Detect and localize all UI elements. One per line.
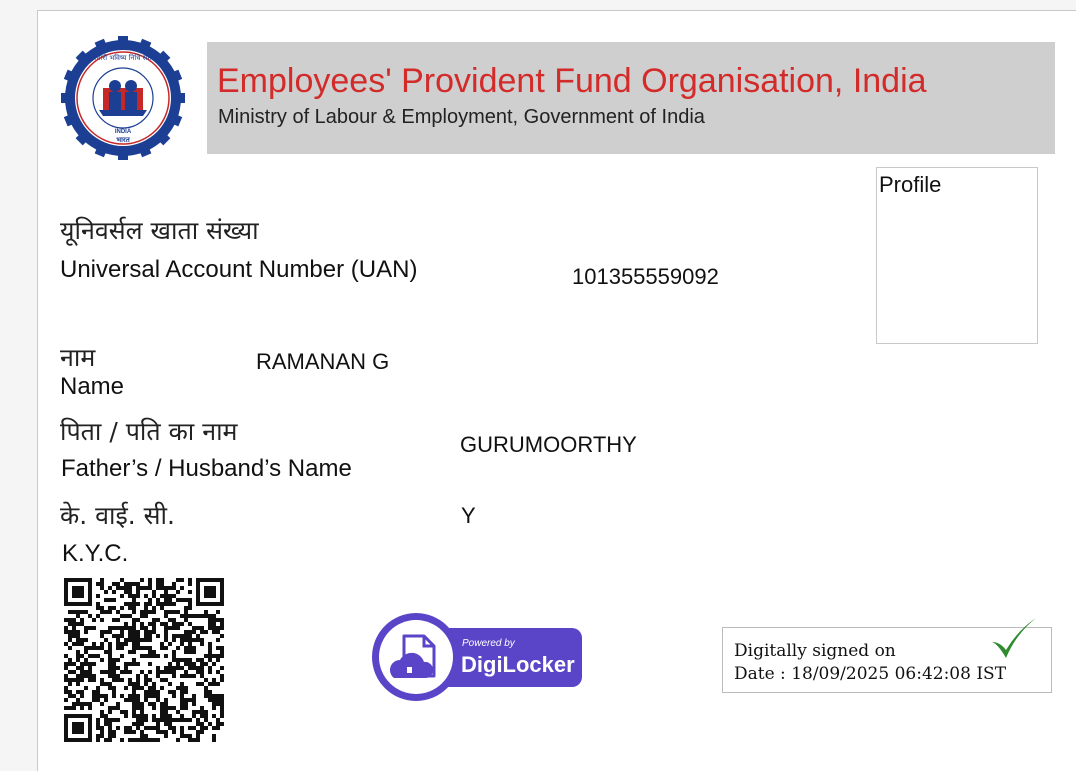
father-label-hindi: पिता / पति का नाम <box>60 417 238 446</box>
logo-country-en: INDIA <box>114 129 132 135</box>
qr-code-icon <box>64 578 224 742</box>
epfo-logo-icon <box>59 36 187 160</box>
org-subtitle: Ministry of Labour & Employment, Government of India <box>218 106 705 128</box>
uan-label-hindi: यूनिवर्सल खाता संख्या <box>60 216 259 245</box>
signature-date: Date : 18/09/2025 06:42:08 IST <box>734 664 1007 684</box>
kyc-label: K.Y.C. <box>62 540 129 567</box>
digilocker-powered-by: Powered by <box>462 638 515 649</box>
uan-label: Universal Account Number (UAN) <box>60 256 418 283</box>
digital-signature-box <box>722 627 1052 693</box>
father-value: GURUMOORTHY <box>460 432 637 457</box>
checkmark-icon <box>988 614 1038 664</box>
father-label: Father’s / Husband’s Name <box>61 455 352 482</box>
profile-photo-box <box>876 167 1038 344</box>
name-value: RAMANAN G <box>256 349 390 374</box>
logo-country-hi: भारत <box>116 136 130 144</box>
name-label: Name <box>60 373 125 400</box>
uan-value: 101355559092 <box>572 264 719 289</box>
digilocker-brand: DigiLocker <box>461 652 575 677</box>
logo-ring-text: कर्मचारी भविष्य निधि संगठन <box>86 54 160 62</box>
profile-label: Profile <box>879 172 942 197</box>
kyc-label-hindi: के. वाई. सी. <box>60 501 175 530</box>
digilocker-logo-icon <box>372 612 584 702</box>
name-label-hindi: नाम <box>60 343 96 372</box>
kyc-value: Y <box>461 503 476 528</box>
signature-line1: Digitally signed on <box>734 641 896 661</box>
org-title: Employees' Provident Fund Organisation, India <box>217 62 927 100</box>
